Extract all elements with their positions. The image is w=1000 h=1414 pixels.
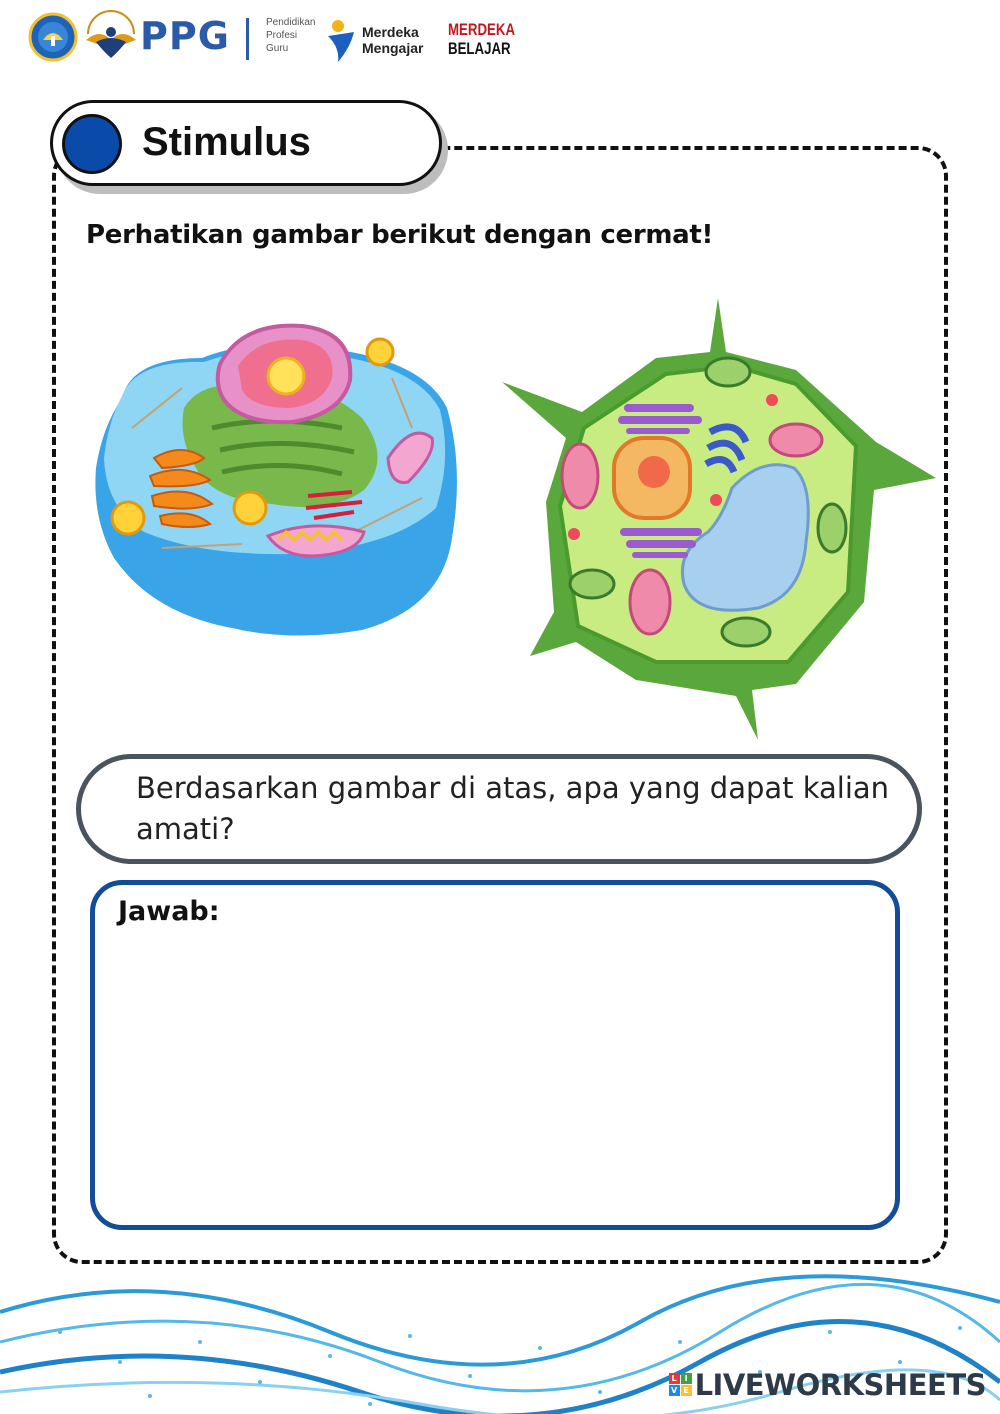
question-text: Berdasarkan gambar di atas, apa yang dapat kalian amati? bbox=[136, 771, 890, 846]
mengajar-line: Mengajar bbox=[362, 40, 424, 56]
lw-icon-letter: E bbox=[681, 1385, 692, 1396]
belajar-word: BELAJAR bbox=[448, 39, 511, 58]
merdeka-mengajar-text bbox=[362, 24, 423, 56]
merdeka-belajar-logo bbox=[448, 20, 515, 58]
lw-icon-letter: I bbox=[681, 1373, 692, 1384]
universitas-terbuka-logo bbox=[82, 10, 140, 64]
lw-icon-letter: V bbox=[669, 1385, 680, 1396]
plant-cell-image bbox=[496, 292, 940, 742]
liveworksheets-icon bbox=[669, 1373, 693, 1397]
liveworksheets-text: LIVEWORKSHEETS bbox=[694, 1368, 986, 1402]
answer-label: Jawab: bbox=[118, 896, 220, 927]
liveworksheets-logo[interactable] bbox=[669, 1368, 986, 1402]
ppg-subtitle bbox=[266, 16, 315, 55]
section-dot-icon bbox=[62, 114, 122, 174]
merdeka-word: MERDEKA bbox=[448, 20, 516, 39]
ppg-subtitle-line: Guru bbox=[266, 43, 289, 54]
brand-divider bbox=[246, 18, 249, 60]
ppg-subtitle-line: Profesi bbox=[266, 30, 298, 41]
merdeka-mengajar-icon bbox=[324, 18, 358, 64]
answer-input[interactable] bbox=[118, 944, 874, 1210]
lw-icon-letter: L bbox=[669, 1373, 680, 1384]
tut-wuri-handayani-logo bbox=[28, 12, 78, 62]
section-title: Stimulus bbox=[142, 120, 311, 164]
ppg-brand: PPG bbox=[140, 14, 230, 58]
instruction-text: Perhatikan gambar berikut dengan cermat! bbox=[86, 220, 714, 250]
header-logos bbox=[24, 8, 544, 68]
animal-cell-image bbox=[92, 318, 464, 642]
ppg-subtitle-line: Pendidikan bbox=[266, 17, 316, 28]
merdeka-line: Merdeka bbox=[362, 24, 419, 40]
